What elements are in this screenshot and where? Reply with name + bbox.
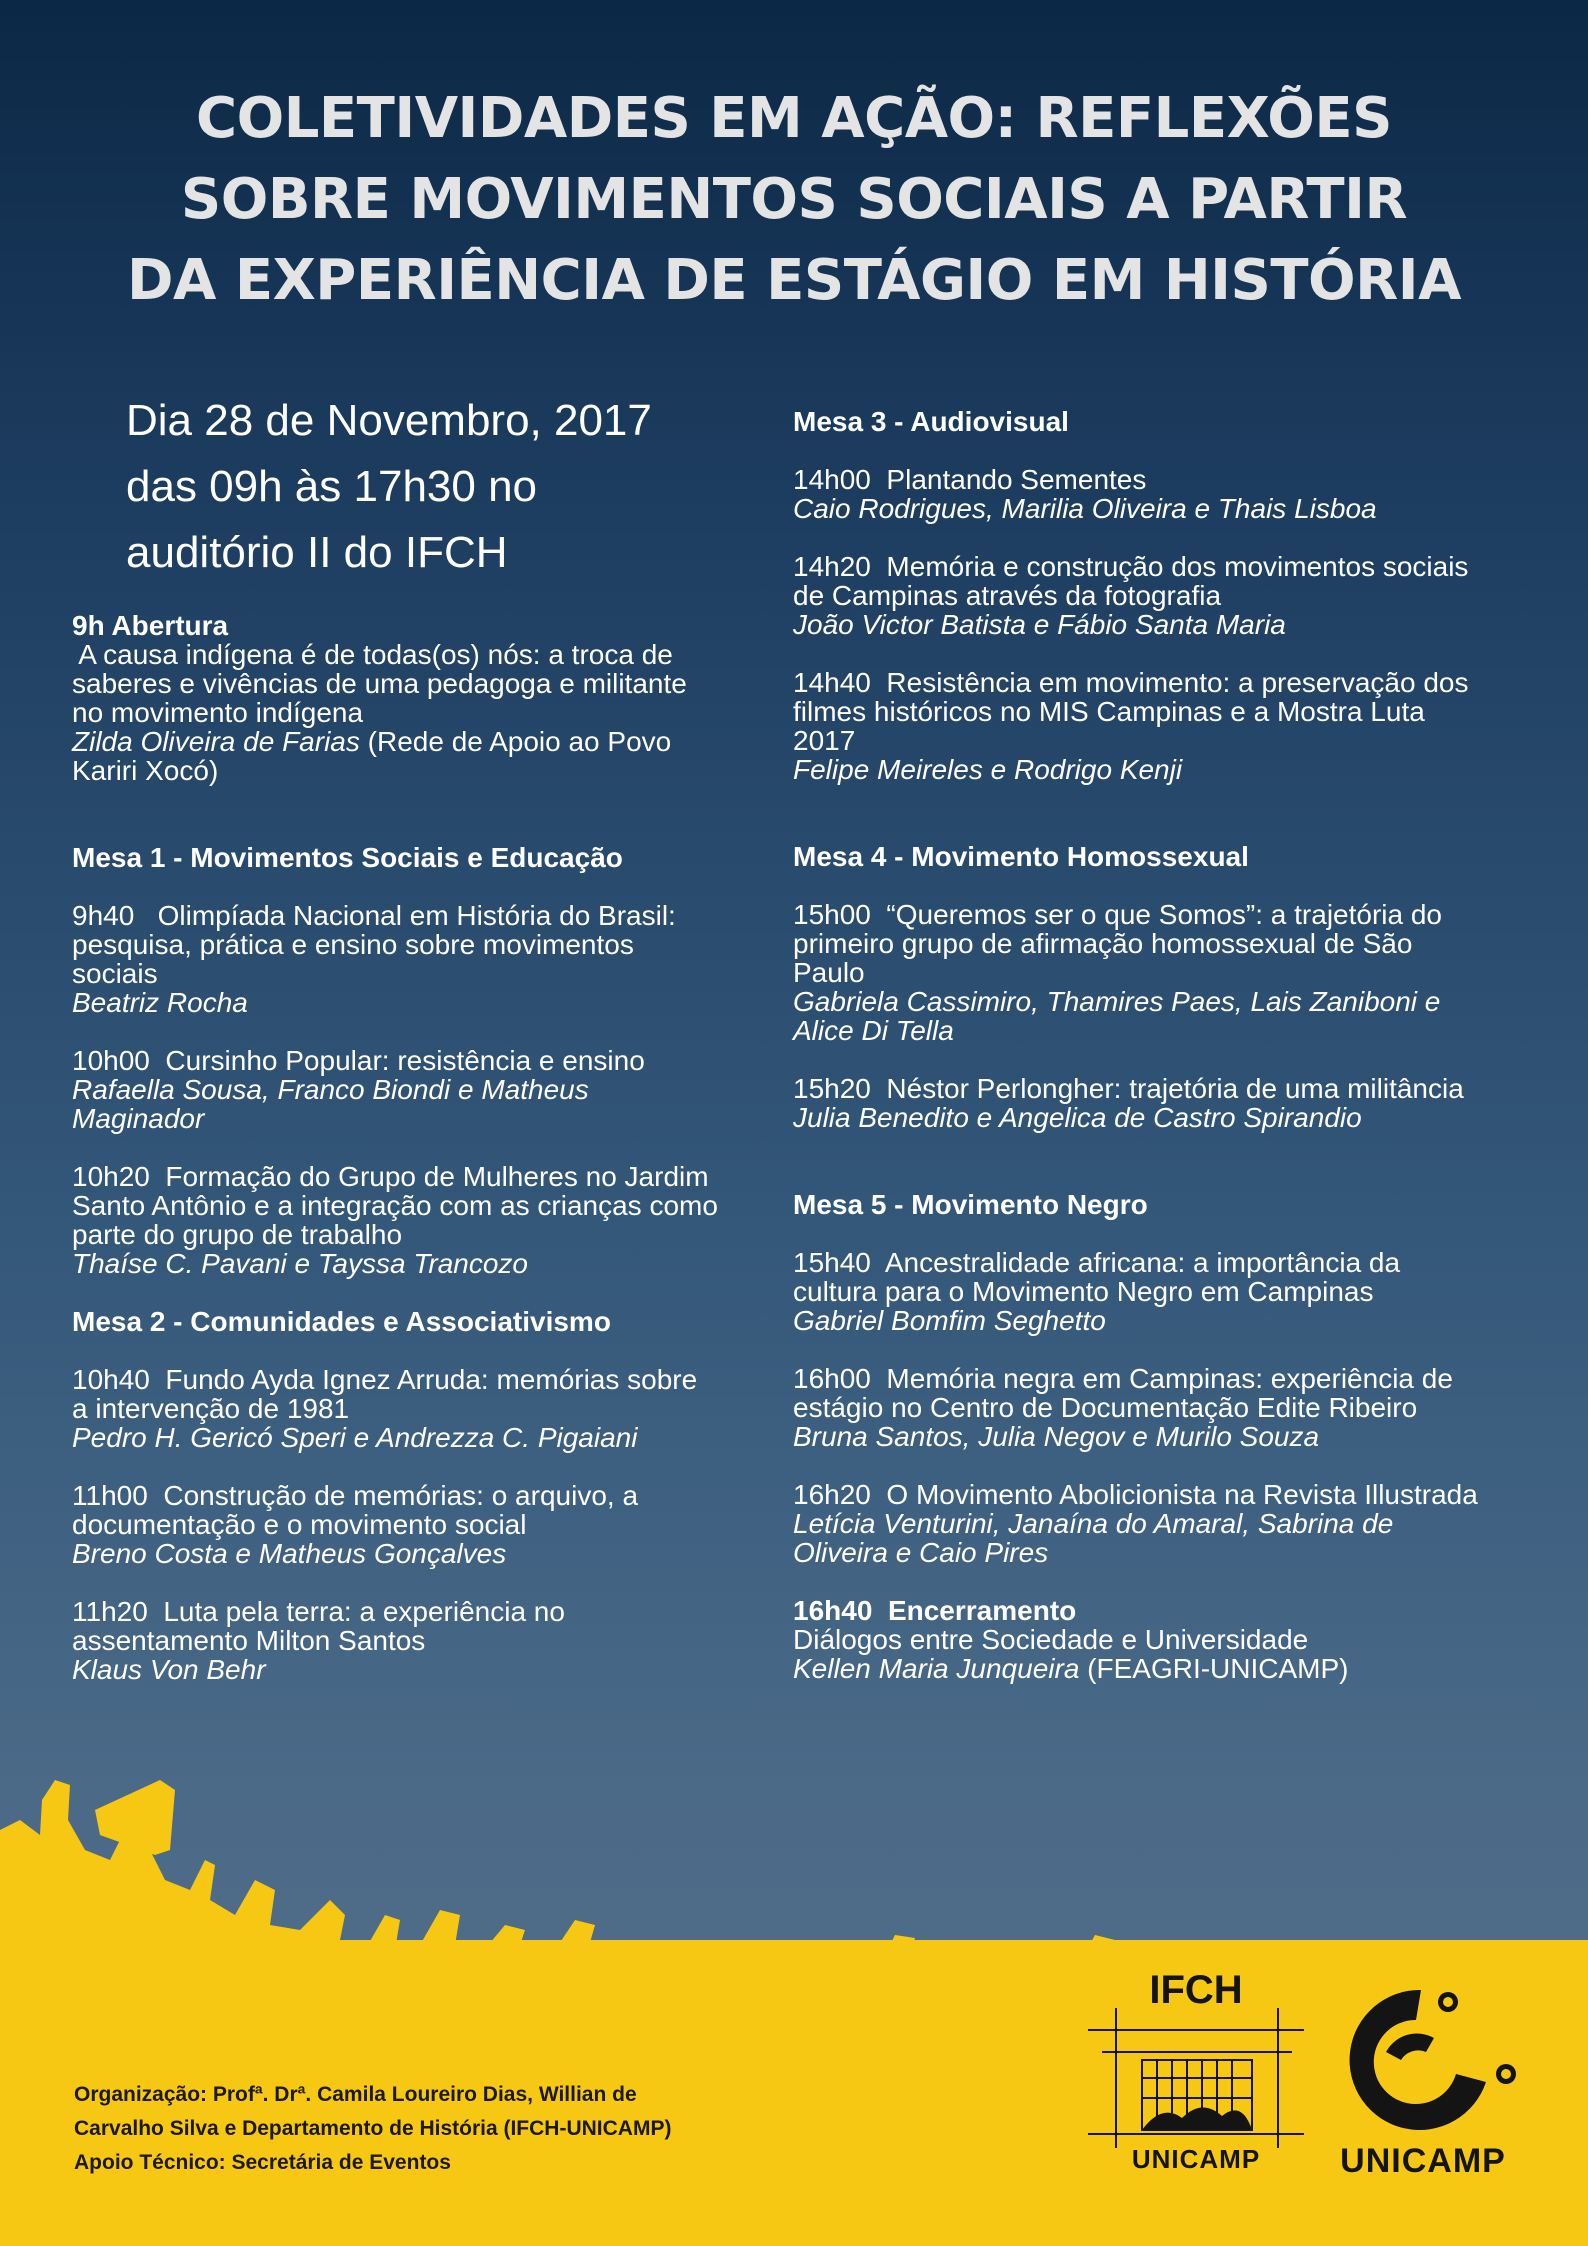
abertura-affiliation: (Rede de Apoio ao Povo [359, 726, 672, 757]
abertura-line: A causa indígena é de todas(os) nós: a troca de [72, 639, 673, 670]
encerramento-speaker-line [793, 1654, 1533, 1683]
talk-speakers: Caio Rodrigues, Marilia Oliveira e Thais Lisboa [793, 493, 1377, 524]
talk-item [793, 668, 1533, 784]
talk-line: 10h00 Cursinho Popular: resistência e ensino [72, 1045, 645, 1076]
talk-line: 16h20 O Movimento Abolicionista na Revista Illustrada [793, 1479, 1478, 1510]
date-line: auditório II do IFCH [126, 528, 508, 577]
talk-line: de Campinas através da fotografia [793, 580, 1222, 611]
encerramento-heading: 16h40 Encerramento [793, 1595, 1077, 1626]
encerramento-speaker: Kellen Maria Junqueira [793, 1653, 1080, 1684]
talk-speakers: Julia Benedito e Angelica de Castro Spirandio [793, 1102, 1362, 1133]
talk-speakers: Klaus Von Behr [72, 1654, 266, 1685]
encerramento-affiliation: (FEAGRI-UNICAMP) [1079, 1653, 1349, 1684]
abertura-line: no movimento indígena [72, 697, 364, 728]
footer-line: Carvalho Silva e Departamento de História (IFCH-UNICAMP) [74, 2117, 672, 2140]
footer-line: Apoio Técnico: Secretária de Eventos [74, 2151, 451, 2174]
talk-speakers: Pedro H. Gericó Speri e Andrezza C. Pigaiani [72, 1422, 638, 1453]
talk-item [793, 900, 1533, 1045]
abertura-heading: 9h Abertura [72, 610, 229, 641]
talk-line: 10h20 Formação do Grupo de Mulheres no Jardim [72, 1161, 709, 1192]
talk-item [72, 1162, 772, 1278]
talk-speakers: Gabriel Bomfim Seghetto [793, 1305, 1106, 1336]
talk-item [72, 1597, 772, 1684]
talk-speakers: Rafaella Sousa, Franco Biondi e Matheus [72, 1074, 589, 1105]
mesa4-block [793, 842, 1533, 1132]
mesa2-block [72, 1307, 772, 1684]
talk-speakers: Felipe Meireles e Rodrigo Kenji [793, 754, 1183, 785]
talk-item [793, 1364, 1533, 1451]
talk-line: 11h20 Luta pela terra: a experiência no [72, 1596, 565, 1627]
mesa4-title: Mesa 4 - Movimento Homossexual [793, 841, 1249, 872]
talk-line: 15h40 Ancestralidade africana: a importância da [793, 1247, 1401, 1278]
abertura-speaker: Zilda Oliveira de Farias [72, 726, 360, 757]
talk-line: 14h20 Memória e construção dos movimentos sociais [793, 551, 1469, 582]
talk-item [72, 1046, 772, 1133]
talk-line: assentamento Milton Santos [72, 1625, 426, 1656]
mesa5-title: Mesa 5 - Movimento Negro [793, 1189, 1148, 1220]
talk-speakers: Gabriela Cassimiro, Thamires Paes, Lais Zaniboni e [793, 986, 1441, 1017]
talk-line: filmes históricos no MIS Campinas e a Mostra Luta [793, 696, 1425, 727]
talk-item [72, 1481, 772, 1568]
organization-credits [74, 2078, 671, 2180]
schedule-right-column [793, 407, 1533, 1683]
talk-line: documentação e o movimento social [72, 1509, 527, 1540]
mesa1-block [72, 843, 772, 1278]
ifch-logo [1082, 1968, 1310, 2178]
talk-item [793, 1074, 1533, 1132]
unicamp-logo-text: UNICAMP [1340, 2142, 1506, 2180]
talk-line: 14h00 Plantando Sementes [793, 464, 1147, 495]
talk-item [72, 901, 772, 1017]
talk-line: Paulo [793, 957, 865, 988]
talk-speakers: Breno Costa e Matheus Gonçalves [72, 1538, 507, 1569]
event-date-block [126, 388, 652, 586]
talk-line: 16h00 Memória negra em Campinas: experiência de [793, 1363, 1453, 1394]
talk-line: estágio no Centro de Documentação Edite Ribeiro [793, 1392, 1418, 1423]
talk-speakers: João Victor Batista e Fábio Santa Maria [793, 609, 1286, 640]
talk-speakers: Beatriz Rocha [72, 987, 248, 1018]
talk-line: 9h40 Olimpíada Nacional em História do Brasil: [72, 900, 676, 931]
talk-line: a intervenção de 1981 [72, 1393, 350, 1424]
date-line: Dia 28 de Novembro, 2017 [126, 396, 652, 445]
abertura-block [72, 611, 772, 785]
mesa5-block [793, 1190, 1533, 1567]
encerramento-line: Diálogos entre Sociedade e Universidade [793, 1624, 1309, 1655]
talk-item [793, 465, 1533, 523]
ifch-logo-title: IFCH [1149, 1968, 1243, 2012]
abertura-speaker-line [72, 727, 772, 756]
talk-speakers: Maginador [72, 1103, 205, 1134]
encerramento-block [793, 1596, 1533, 1683]
talk-line: primeiro grupo de afirmação homossexual de São [793, 928, 1413, 959]
talk-item [793, 1480, 1533, 1567]
talk-line: 15h20 Néstor Perlongher: trajetória de uma militância [793, 1073, 1464, 1104]
footer-line: Organização: Profª. Drª. Camila Loureiro Dias, Willian de [74, 2083, 637, 2106]
unicamp-logo [1316, 1982, 1530, 2182]
talk-speakers: Bruna Santos, Julia Negov e Murilo Souza [793, 1421, 1320, 1452]
date-line: das 09h às 17h30 no [126, 462, 538, 511]
talk-item [793, 1248, 1533, 1335]
ifch-logo-subtitle: UNICAMP [1131, 2144, 1261, 2174]
talk-item [72, 1365, 772, 1452]
talk-line: parte do grupo de trabalho [72, 1219, 403, 1250]
talk-speakers: Oliveira e Caio Pires [793, 1537, 1049, 1568]
mesa3-block [793, 407, 1533, 784]
talk-speakers: Thaíse C. Pavani e Tayssa Trancozo [72, 1248, 528, 1279]
title-line: COLETIVIDADES EM AÇÃO: REFLEXÕES [196, 86, 1392, 151]
mesa2-title: Mesa 2 - Comunidades e Associativismo [72, 1306, 611, 1337]
talk-item [793, 552, 1533, 639]
talk-speakers: Letícia Venturini, Janaína do Amaral, Sabrina de [793, 1508, 1394, 1539]
megaphone-icon [95, 1780, 175, 1855]
talk-line: pesquisa, prática e ensino sobre movimentos [72, 929, 634, 960]
talk-line: 2017 [793, 725, 856, 756]
talk-line: 10h40 Fundo Ayda Ignez Arruda: memórias sobre [72, 1364, 698, 1395]
talk-line: Santo Antônio e a integração com as crianças como [72, 1190, 718, 1221]
talk-line: cultura para o Movimento Negro em Campinas [793, 1276, 1374, 1307]
abertura-line: saberes e vivências de uma pedagoga e militante [72, 668, 687, 699]
schedule-left-column [72, 611, 772, 1713]
title-line: SOBRE MOVIMENTOS SOCIAIS A PARTIR [180, 167, 1408, 232]
unicamp-circle-logo-icon [1316, 1982, 1530, 2142]
talk-speakers: Alice Di Tella [793, 1015, 954, 1046]
title-line: DA EXPERIÊNCIA DE ESTÁGIO EM HISTÓRIA [127, 248, 1461, 313]
talk-line: 15h00 “Queremos ser o que Somos”: a trajetória do [793, 899, 1443, 930]
poster-title [0, 78, 1588, 321]
talk-line: sociais [72, 958, 158, 989]
talk-line: 11h00 Construção de memórias: o arquivo, a [72, 1480, 639, 1511]
mesa1-title: Mesa 1 - Movimentos Sociais e Educação [72, 842, 623, 873]
talk-line: 14h40 Resistência em movimento: a preservação dos [793, 667, 1469, 698]
abertura-affiliation-cont: Kariri Xocó) [72, 755, 219, 786]
mesa3-title: Mesa 3 - Audiovisual [793, 406, 1069, 437]
